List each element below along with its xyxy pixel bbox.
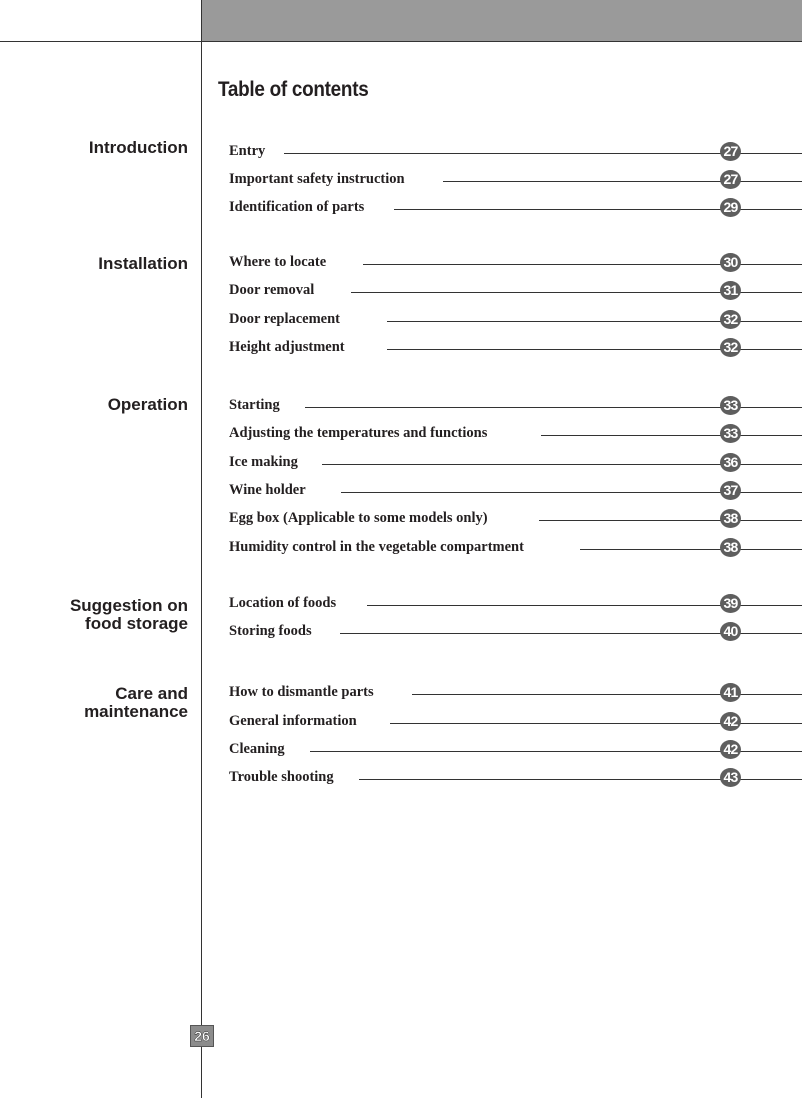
top-rule — [0, 41, 802, 42]
entry-label: Storing foods — [229, 623, 312, 639]
toc-entry-entry[interactable] — [229, 141, 802, 161]
toc-entry-door-replacement[interactable] — [229, 309, 802, 329]
section-food-storage-line-2: food storage — [85, 614, 188, 633]
toc-entry-general-information[interactable] — [229, 711, 802, 731]
toc-entry-starting[interactable] — [229, 395, 802, 415]
toc-entry-egg-box[interactable] — [229, 508, 802, 528]
page-badge: 31 — [720, 281, 741, 300]
page-badge: 42 — [720, 712, 741, 731]
toc-entry-where-to-locate[interactable] — [229, 252, 802, 272]
page-badge: 38 — [720, 509, 741, 528]
page-number: 26 — [190, 1025, 214, 1047]
section-operation: Operation — [107, 395, 188, 414]
page-badge: 38 — [720, 538, 741, 557]
entry-label: Location of foods — [229, 595, 337, 611]
page-badge: 33 — [720, 396, 741, 415]
section-care-line-1: Care and — [115, 684, 188, 703]
page-badge: 27 — [720, 142, 741, 161]
leader-line — [539, 520, 802, 521]
toc-entry-humidity-control[interactable] — [229, 537, 802, 557]
page-badge: 32 — [720, 338, 741, 357]
entry-label: General information — [229, 713, 357, 729]
leader-line — [541, 435, 802, 436]
page-badge: 43 — [720, 768, 741, 787]
entry-label: Height adjustment — [229, 339, 345, 355]
section-care-maintenance — [84, 685, 188, 721]
toc-entry-trouble-shooting[interactable] — [229, 767, 802, 787]
page-badge: 37 — [720, 481, 741, 500]
header-band — [202, 0, 802, 41]
entry-label: Identification of parts — [229, 199, 365, 215]
toc-entry-wine-holder[interactable] — [229, 480, 802, 500]
toc-entry-dismantle-parts[interactable] — [229, 682, 802, 702]
leader-line — [443, 181, 802, 182]
section-introduction: Introduction — [88, 138, 188, 157]
entry-label: Adjusting the temperatures and functions — [229, 425, 488, 441]
entry-label: Cleaning — [229, 741, 285, 757]
vertical-rule — [201, 0, 202, 1098]
page-badge: 27 — [720, 170, 741, 189]
entry-label: Humidity control in the vegetable compartment — [229, 539, 524, 555]
page-badge: 42 — [720, 740, 741, 759]
entry-label: Door replacement — [229, 311, 341, 327]
entry-label: Where to locate — [229, 254, 327, 270]
page-badge: 33 — [720, 424, 741, 443]
entry-label: Entry — [229, 143, 266, 159]
leader-line — [412, 694, 802, 695]
page-badge: 39 — [720, 594, 741, 613]
entry-label: How to dismantle parts — [229, 684, 374, 700]
entry-label: Door removal — [229, 282, 315, 298]
toc-entry-cleaning[interactable] — [229, 739, 802, 759]
entry-label: Egg box (Applicable to some models only) — [229, 510, 488, 526]
page-badge: 32 — [720, 310, 741, 329]
toc-entry-door-removal[interactable] — [229, 280, 802, 300]
page-badge: 41 — [720, 683, 741, 702]
toc-entry-safety-instruction[interactable] — [229, 169, 802, 189]
toc-entry-identification-of-parts[interactable] — [229, 197, 802, 217]
toc-entry-height-adjustment[interactable] — [229, 337, 802, 357]
section-care-line-2: maintenance — [84, 702, 188, 721]
page-badge: 29 — [720, 198, 741, 217]
section-installation: Installation — [98, 254, 188, 273]
leader-line — [580, 549, 802, 550]
entry-label: Starting — [229, 397, 280, 413]
entry-label: Trouble shooting — [229, 769, 334, 785]
entry-label: Ice making — [229, 454, 298, 470]
toc-entry-adjusting-temperatures[interactable] — [229, 423, 802, 443]
section-food-storage — [70, 597, 188, 633]
toc-entry-storing-foods[interactable] — [229, 621, 802, 641]
section-food-storage-line-1: Suggestion on — [69, 596, 188, 615]
entry-label: Important safety instruction — [229, 171, 405, 187]
page-badge: 40 — [720, 622, 741, 641]
page-title: Table of contents — [218, 78, 369, 101]
toc-entry-ice-making[interactable] — [229, 452, 802, 472]
toc-entry-location-of-foods[interactable] — [229, 593, 802, 613]
page-badge: 30 — [720, 253, 741, 272]
entry-label: Wine holder — [229, 482, 306, 498]
page-badge: 36 — [720, 453, 741, 472]
